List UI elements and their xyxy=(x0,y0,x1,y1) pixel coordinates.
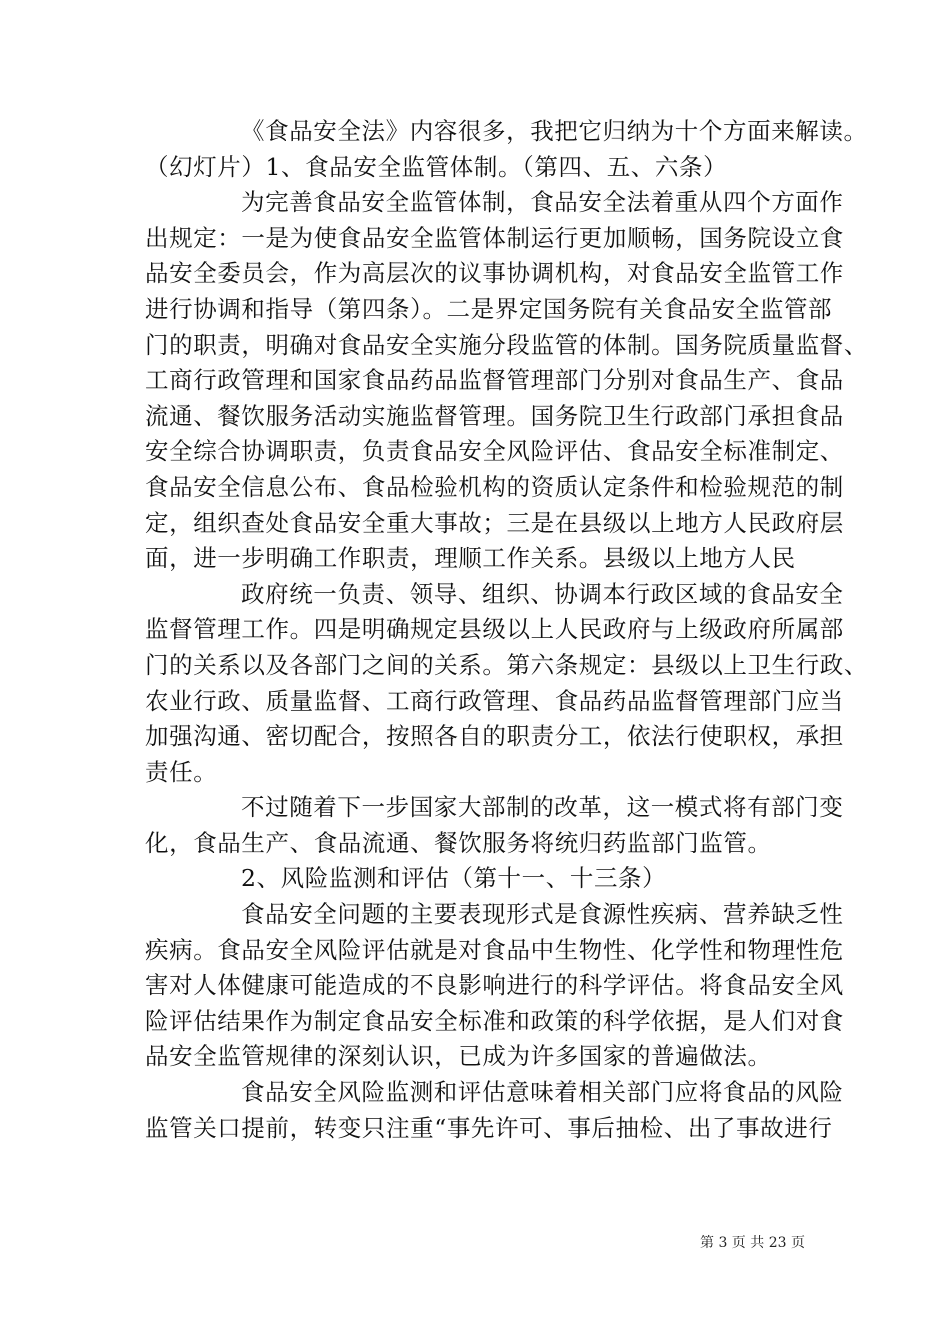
text-line: 门的职责，明确对食品安全实施分段监管的体制。国务院质量监督、 xyxy=(145,330,868,359)
text-line: 品安全委员会，作为高层次的议事协调机构，对食品安全监管工作 xyxy=(145,259,844,288)
text-line: 2、风险监测和评估（第十一、十三条） xyxy=(241,864,667,893)
text-line: 政府统一负责、领导、组织、协调本行政区域的食品安全 xyxy=(241,579,844,608)
text-line: 安全综合协调职责，负责食品安全风险评估、食品安全标准制定、 xyxy=(145,437,844,466)
text-line: 责任。 xyxy=(145,757,218,786)
text-line: 监督管理工作。四是明确规定县级以上人民政府与上级政府所属部 xyxy=(145,615,844,644)
text-line: 进行协调和指导（第四条）。二是界定国务院有关食品安全监管部 xyxy=(145,294,833,323)
text-line: 食品安全风险监测和评估意味着相关部门应将食品的风险 xyxy=(241,1078,844,1107)
text-line: 面，进一步明确工作职责，理顺工作关系。县级以上地方人民 xyxy=(145,544,796,573)
text-line: 加强沟通、密切配合，按照各自的职责分工，依法行使职权，承担 xyxy=(145,722,844,751)
text-line: 门的关系以及各部门之间的关系。第六条规定：县级以上卫生行政、 xyxy=(145,650,868,679)
text-line: 流通、餐饮服务活动实施监督管理。国务院卫生行政部门承担食品 xyxy=(145,401,844,430)
text-line: 《食品安全法》内容很多，我把它归纳为十个方面来解读。 xyxy=(241,117,868,145)
text-line: 险评估结果作为制定食品安全标准和政策的科学依据，是人们对食 xyxy=(145,1006,844,1035)
text-line: 农业行政、质量监督、工商行政管理、食品药品监督管理部门应当 xyxy=(145,686,844,715)
text-line: 品安全监管规律的深刻认识，已成为许多国家的普遍做法。 xyxy=(145,1042,772,1071)
text-line: 化，食品生产、食品流通、餐饮服务将统归药监部门监管。 xyxy=(145,828,772,857)
text-line: （幻灯片）1、食品安全监管体制。（第四、五、六条） xyxy=(145,152,728,181)
text-line: 不过随着下一步国家大部制的改革，这一模式将有部门变 xyxy=(241,793,844,822)
page-number: 第 3 页 共 23 页 xyxy=(700,1235,805,1251)
text-line: 监管关口提前，转变只注重“事先许可、事后抽检、出了事故进行 xyxy=(145,1113,833,1142)
text-line: 工商行政管理和国家食品药品监督管理部门分别对食品生产、食品 xyxy=(145,366,844,395)
text-line: 食品安全信息公布、食品检验机构的资质认定条件和检验规范的制 xyxy=(145,472,844,501)
text-line: 食品安全问题的主要表现形式是食源性疾病、营养缺乏性 xyxy=(241,900,844,929)
text-line: 疾病。食品安全风险评估就是对食品中生物性、化学性和物理性危 xyxy=(145,935,844,964)
text-line: 定，组织查处食品安全重大事故；三是在县级以上地方人民政府层 xyxy=(145,508,844,537)
text-line: 为完善食品安全监管体制，食品安全法着重从四个方面作 xyxy=(241,188,844,217)
text-line: 害对人体健康可能造成的不良影响进行的科学评估。将食品安全风 xyxy=(145,971,844,1000)
document-body xyxy=(145,114,868,1146)
text-line: 出规定：一是为使食品安全监管体制运行更加顺畅，国务院设立食 xyxy=(145,223,844,252)
